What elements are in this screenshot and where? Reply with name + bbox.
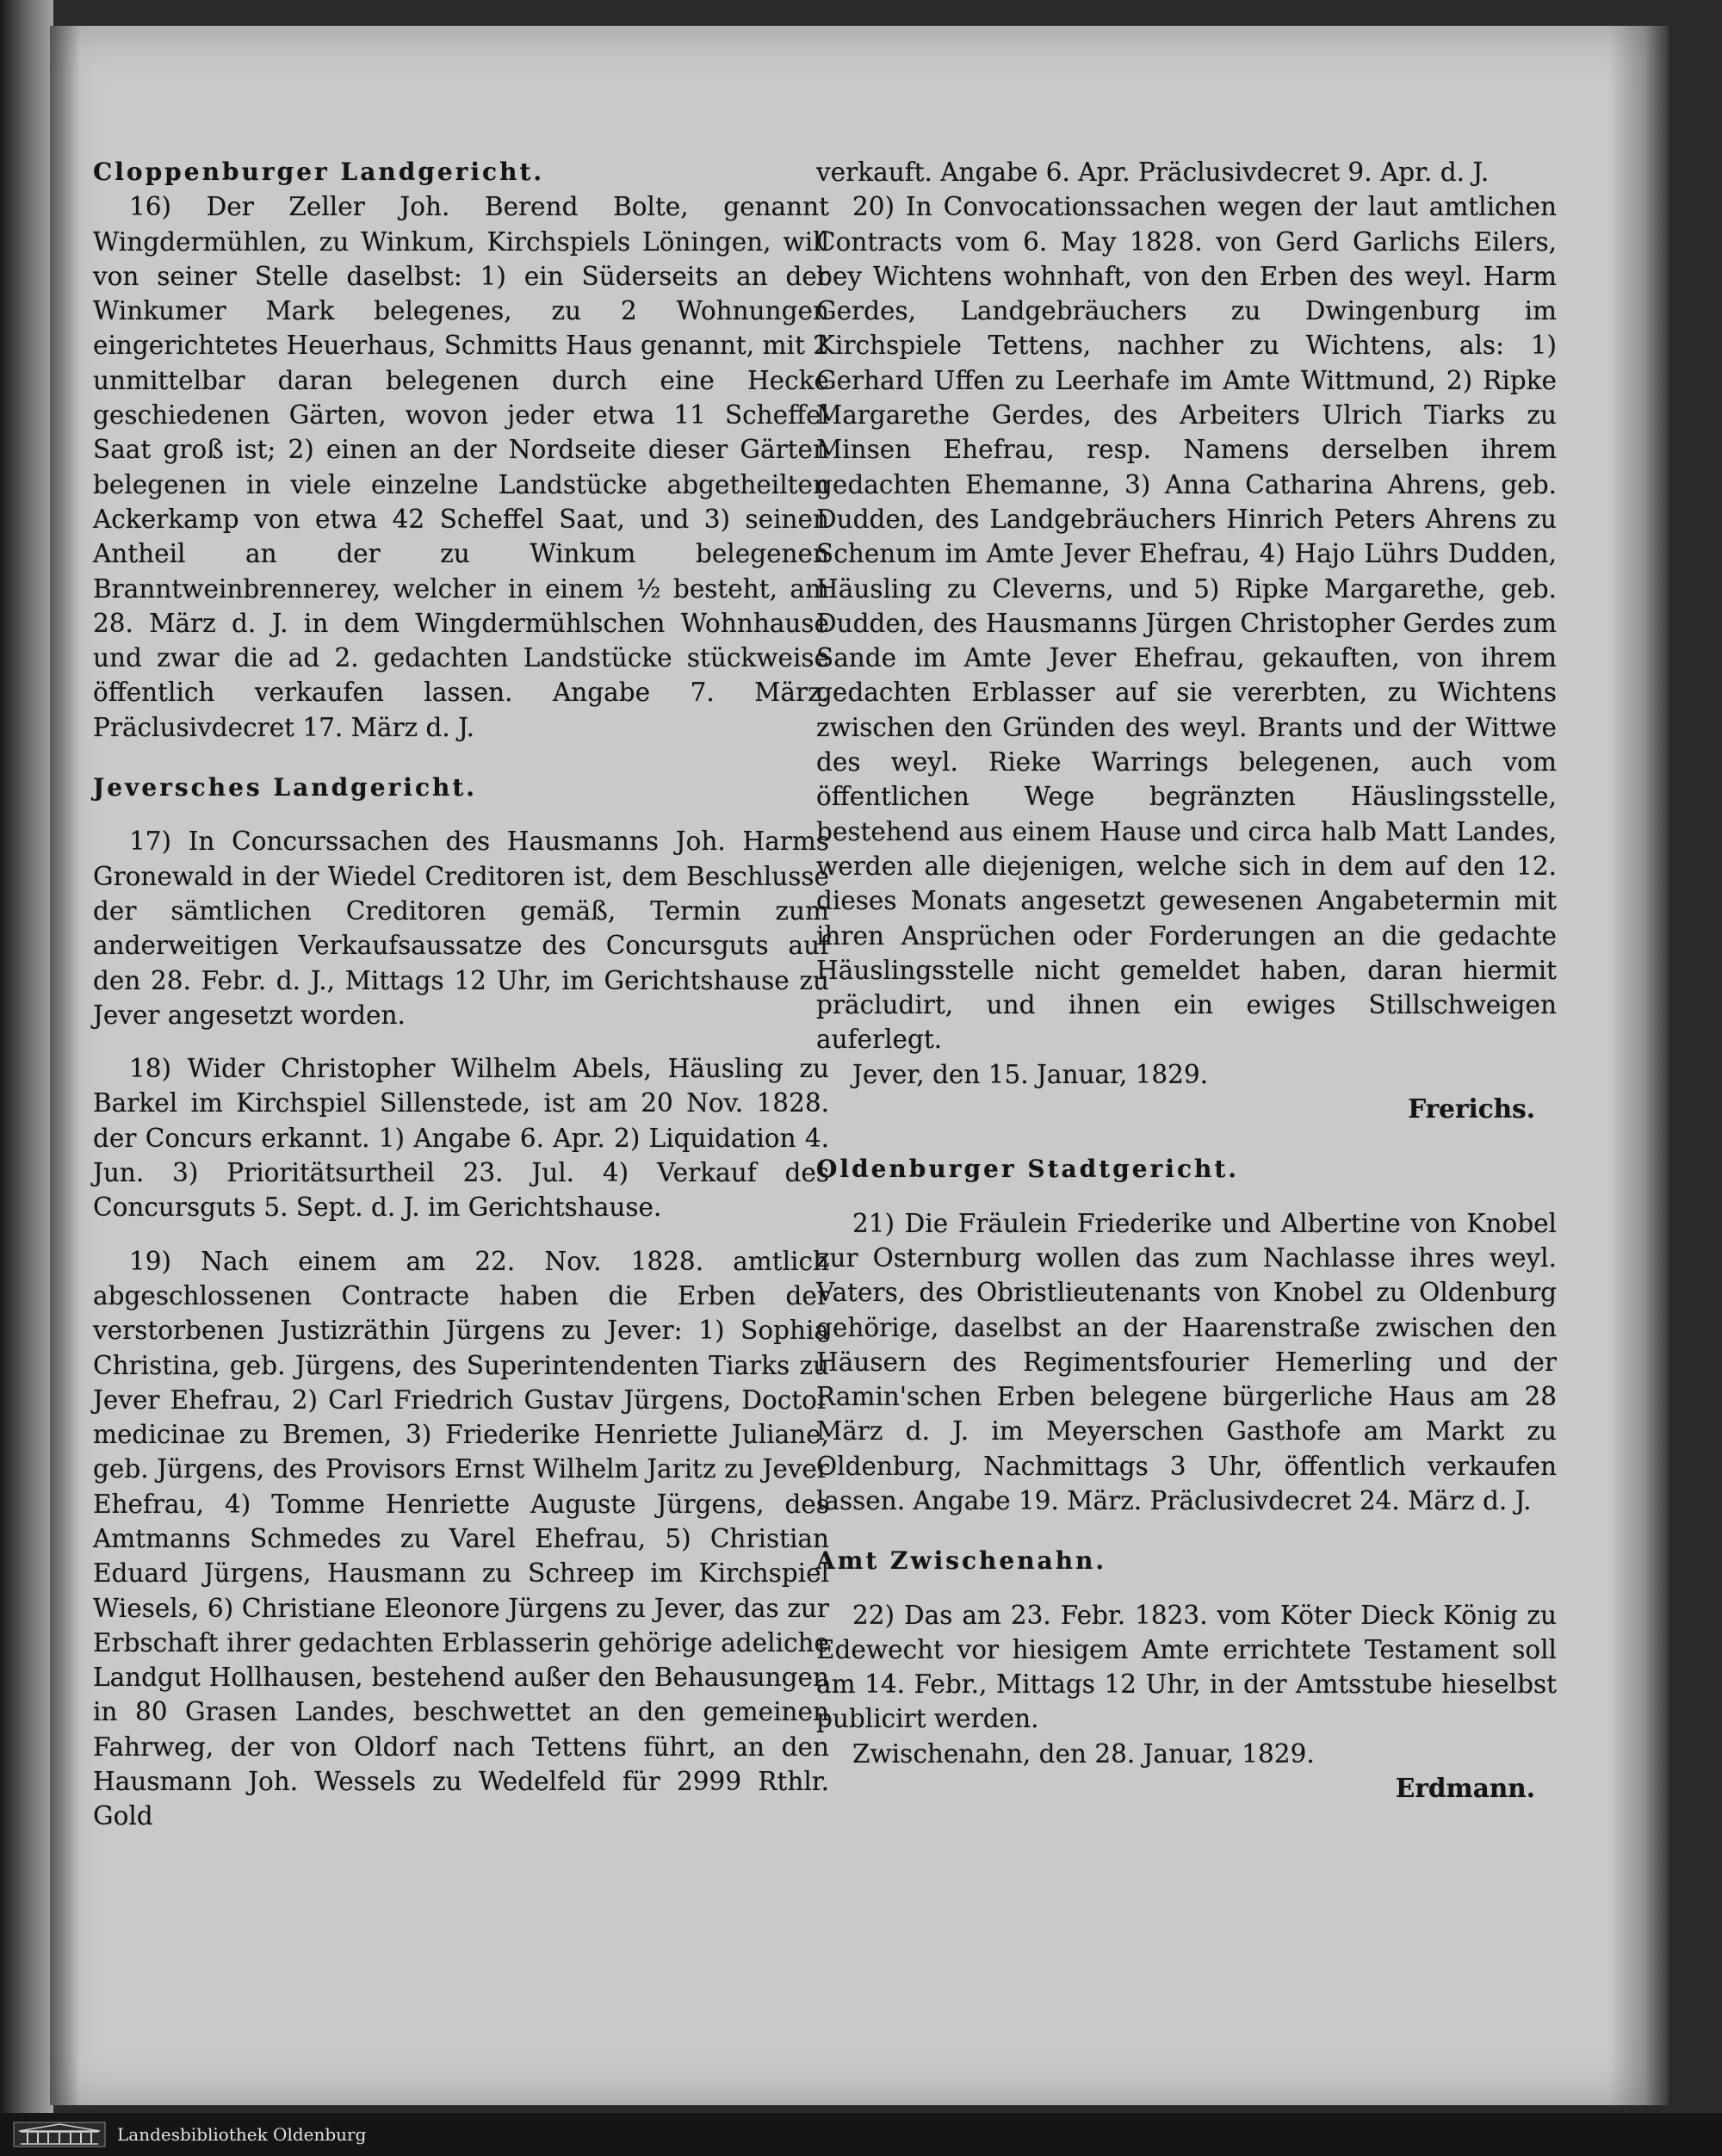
signature-erdmann: Erdmann. (1395, 1773, 1535, 1804)
previous-page-edge (0, 0, 53, 2113)
notice-19: 19) Nach einem am 22. Nov. 1828. amtlich abgeschlossenen Contracte haben die Erben der verstorbenen Justizräthin Jürgens zu Jever: 1) Sophia Christina, geb. Jürgens, des Superintendenten Tiarks zu Jever Ehefrau, 2) Carl Friedrich Gustav Jürgens, Doctor medicinae zu Bremen, 3) Friederike Henriette Juliane, geb. Jürgens, des Provisors Ernst Wilhelm Jaritz zu Jever Ehefrau, 4) Tomme Henriette Auguste Jürgens, des Amtmanns Schmedes zu Varel Ehefrau, 5) Christian Eduard Jürgens, Hausmann zu Schreep im Kirchspiel Wiesels, 6) Christiane Eleonore Jürgens zu Jever, das zur Erbschaft ihrer gedachten Erblasserin gehörige adeliche Landgut Hollhausen, bestehend außer den Behausungen in 80 Grasen Landes, beschwettet an den gemeinen Fahrweg, der von Oldorf nach Tettens führt, an den Hausmann Joh. Wessels zu Wedelfeld für 2999 Rthlr. Gold (93, 1246, 829, 1831)
notice-19-continued: verkauft. Angabe 6. Apr. Präclusivdecret 9. Apr. d. J. (816, 158, 1490, 187)
right-column (816, 155, 1557, 1806)
section-heading-jever: Jeversches Landgericht. (93, 773, 478, 802)
notice-16: 16) Der Zeller Joh. Berend Bolte, genannt Wingdermühlen, zu Winkum, Kirchspiels Löningen, will von seiner Stelle daselbst: 1) ein Süderseits an der Winkumer Mark belegenes, zu 2 Wohnungen eingerichtetes Heuerhaus, Schmitts Haus genannt, mit 2 unmittelbar daran belegenen durch eine Hecke geschiedenen Gärten, wovon jeder etwa 11 Scheffel Saat groß ist; 2) einen an der Nordseite dieser Gärten belegenen in viele einzelne Landstücke abgetheilten Ackerkamp von etwa 42 Scheffel Saat, und 3) seinen Antheil an der zu Winkum belegenen Branntweinbrennerey, welcher in einem ½ besteht, am 28. März d. J. in dem Wingdermühlschen Wohnhause und zwar die ad 2. gedachten Landstücke stückweise öffentlich verkaufen lassen. Angabe 7. März. Präclusivdecret 17. März d. J. (93, 192, 829, 742)
signature-frerichs: Frerichs. (1408, 1093, 1535, 1124)
page-right-edge (1608, 26, 1669, 2105)
notice-20: 20) In Convocationssachen wegen der laut amtlichen Contracts vom 6. May 1828. von Gerd Garlichs Eilers, bey Wichtens wohnhaft, von den Erben des weyl. Harm Gerdes, Landgebräuchers zu Dwingenburg im Kirchspiele Tettens, nachher zu Wichtens, als: 1) Gerhard Uffen zu Leerhafe im Amte Wittmund, 2) Ripke Margarethe Gerdes, des Arbeiters Ulrich Tiarks zu Minsen Ehefrau, resp. Namens derselben ihrem gedachten Ehemanne, 3) Anna Catharina Ahrens, geb. Dudden, des Landgebräuchers Hinrich Peters Ahrens zu Schenum im Amte Jever Ehefrau, 4) Hajo Lührs Dudden, Häusling zu Cleverns, und 5) Ripke Margarethe, geb. Dudden, des Hausmanns Jürgen Christopher Gerdes zum Sande im Amte Jever Ehefrau, gekauften, von ihrem gedachten Erblasser auf sie vererbten, zu Wichtens zwischen den Gründen des weyl. Brants und der Wittwe des weyl. Rieke Warrings belegenen, auch vom öffentlichen Wege begränzten Häuslingsstelle, bestehend aus einem Hause und circa halb Matt Landes, werden alle diejenigen, welche sich in dem auf den 12. dieses Monats angesetzt gewesenen Angabetermin mit ihren Ansprüchen oder Forderungen an die gedachte Häuslingsstelle nicht gemeldet haben, daran hiermit präcludirt, und ihnen ein ewiges Stillschweigen auferlegt. (816, 192, 1557, 1055)
section-heading-oldenburg: Oldenburger Stadtgericht. (816, 1155, 1240, 1184)
dateline-jever: Jever, den 15. Januar, 1829. (852, 1059, 1209, 1089)
notice-17: 17) In Concurssachen des Hausmanns Joh. Harms Gronewald in der Wiedel Creditoren ist, dem Beschlusse der sämtlichen Creditoren gemäß, Termin zum anderweitigen Verkaufsaussatze des Concursguts auf den 28. Febr. d. J., Mittags 12 Uhr, im Gerichtshause zu Jever angesetzt worden. (93, 827, 829, 1030)
page-paper (50, 26, 1669, 2105)
library-building-logo-icon (12, 2119, 107, 2150)
footer-library-name: Landesbibliothek Oldenburg (117, 2124, 367, 2145)
dateline-zwischenahn: Zwischenahn, den 28. Januar, 1829. (852, 1738, 1315, 1769)
left-column (93, 155, 829, 1834)
section-heading-cloppenburg: Cloppenburger Landgericht. (93, 158, 545, 186)
gutter-shadow (50, 26, 80, 2105)
notice-21: 21) Die Fräulein Friederike und Albertine von Knobel zur Osternburg wollen das zum Nachlasse ihres weyl. Vaters, des Obristlieutenants von Knobel zu Oldenburg gehörige, daselbst an der Haarenstraße zwischen den Häusern des Regimentsfourier Hemerling und der Ramin'schen Erben belegene bürgerliche Haus am 28 März d. J. im Meyerschen Gasthofe am Markt zu Oldenburg, Nachmittags 3 Uhr, öffentlich verkaufen lassen. Angabe 19. März. Präclusivdecret 24. März d. J. (816, 1208, 1557, 1515)
footer-bar (0, 2113, 1722, 2156)
section-heading-zwischenahn: Amt Zwischenahn. (816, 1546, 1107, 1576)
notice-18: 18) Wider Christopher Wilhelm Abels, Häusling zu Barkel im Kirchspiel Sillenstede, ist am 20 Nov. 1828. der Concurs erkannt. 1) Angabe 6. Apr. 2) Liquidation 4. Jun. 3) Prioritätsurtheil 23. Jul. 4) Verkauf des Concursguts 5. Sept. d. J. im Gerichtshause. (93, 1054, 829, 1223)
notice-22: 22) Das am 23. Febr. 1823. vom Köter Dieck König zu Edewecht vor hiesigem Amte errichtete Testament soll am 14. Febr., Mittags 12 Uhr, in der Amtsstube hieselbst publicirt werden. (816, 1600, 1557, 1734)
